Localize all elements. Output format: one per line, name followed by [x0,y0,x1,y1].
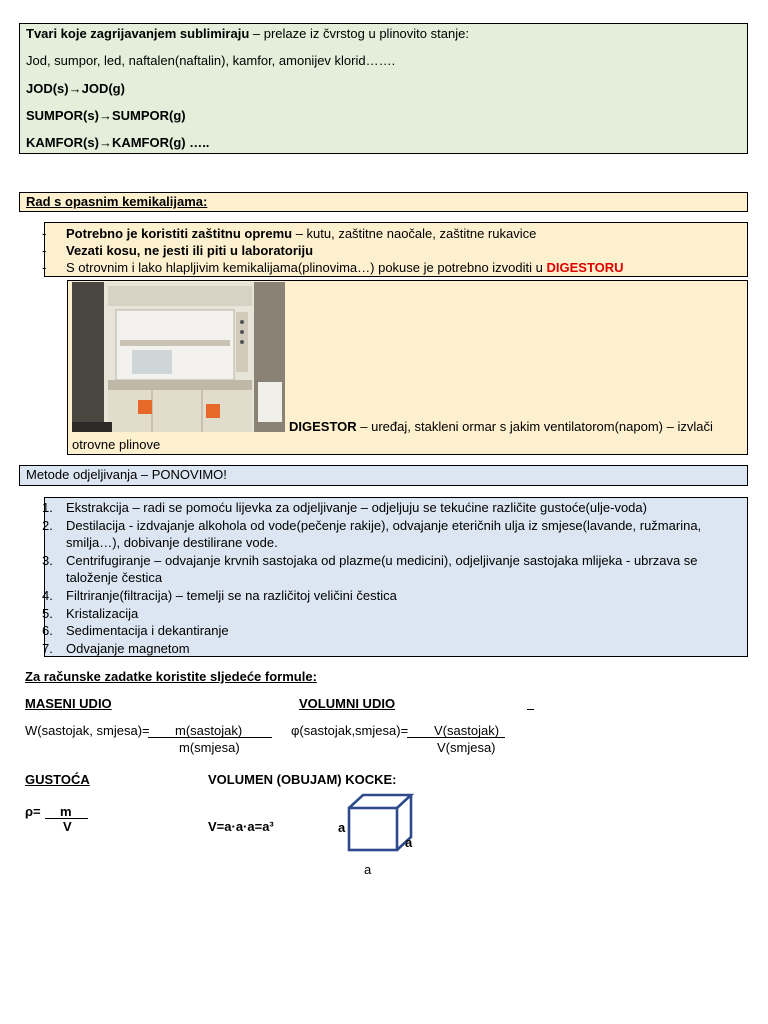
digestor-box [67,280,748,455]
cube-formula: V=a·a·a=a³ [208,819,274,834]
reaction-left: KAMFOR(s) [26,135,99,150]
arrow-icon: → [98,108,112,123]
methods-heading-box [19,465,748,486]
cube-label-bottom: a [364,862,372,877]
volume-formula-numerator: V(sastojak) [434,723,500,738]
sublimation-title-rest: – prelaze iz čvrstog u plinovito stanje: [249,26,469,41]
mass-formula-lhs: W(sastojak, smjesa)= [25,723,150,738]
method-text: Sedimentacija i dekantiranje [66,623,229,639]
arrow-icon: → [68,81,82,96]
density-denominator: V [63,819,72,834]
methods-heading: Metode odjeljivanja – PONOVIMO! [26,467,227,482]
mass-title: MASENI UDIO [25,696,112,711]
method-number: 7. [42,640,53,656]
cube-title: VOLUMEN (OBUJAM) KOCKE: [208,772,397,787]
method-number: 4. [42,587,53,603]
volume-formula-denominator: V(smjesa) [437,740,496,755]
sublimation-title-bold: Tvari koje zagrijavanjem sublimiraju [26,26,250,41]
method-text: Ekstrakcija – radi se pomoću lijevka za odjeljivanje – odjeljuju se tekućine različite gustoće(ulje-voda) [66,500,647,515]
method-item [20,640,747,658]
volume-formula-lhs: φ(sastojak,smjesa)= [291,723,409,738]
reaction-sumpor [26,108,186,124]
mass-formula-numerator: m(sastojak) [175,723,243,738]
method-text: taloženje čestica [66,570,163,586]
hazard-item-bold: Potrebno je koristiti zaštitnu opremu [66,226,293,241]
hazard-item-text: – kutu, zaštitne naočale, zaštitne rukavice [292,226,537,241]
method-item [20,622,747,640]
hazard-item-hair [20,242,747,259]
method-item [20,517,747,552]
method-number: 5. [42,605,53,621]
arrow-icon: → [98,135,112,150]
mass-formula-denominator: m(smjesa) [179,740,240,755]
digestor-description [289,419,713,435]
sublimation-box [19,23,748,154]
hazard-heading-box [19,192,748,212]
density-lhs: ρ= [25,804,41,819]
method-text: Filtriranje(filtracija) – temelji se na različitoj veličini čestica [66,587,397,603]
method-text: Kristalizacija [66,605,139,621]
method-item [20,587,747,605]
volume-title-trailing-underline [527,709,534,710]
method-number: 1. [42,500,53,515]
method-text: Odvajanje magnetom [66,640,190,656]
hazard-list-box [44,222,748,277]
volume-title: VOLUMNI UDIO [299,696,396,711]
hazard-heading: Rad s opasnim kemikalijama: [26,194,208,209]
method-number: 6. [42,623,53,639]
method-item [20,605,747,623]
digestor-term: DIGESTOR [289,419,357,434]
reaction-right: SUMPOR(g) [111,108,186,123]
density-title: GUSTOĆA [25,772,90,787]
sublimation-examples: Jod, sumpor, led, naftalen(naftalin), kamfor, amonijev klorid……. [26,53,396,68]
cube-label-left: a [338,820,346,835]
method-number: 3. [42,552,53,568]
reaction-left: SUMPOR(s) [26,108,99,123]
hazard-item-digestor [20,259,747,276]
digestor-description-2: otrovne plinove [72,437,161,452]
cube-label-right: a [405,835,413,850]
method-text: Destilacija - izdvajanje alkohola od vode(pečenje rakije), odvajanje eteričnih ulja iz smjese(lavande, ružmarina, [66,517,702,533]
sublimation-title [26,26,469,42]
method-text: Centrifugiranje – odvajanje krvnih sastojaka od plazme(u medicini), odjeljivanje sastojaka mlijeka - ubrzava se [66,552,698,568]
reaction-left: JOD(s) [26,81,69,96]
method-item [20,552,747,587]
reaction-kamfor [26,135,209,151]
digestor-highlight: DIGESTORU [546,260,624,275]
reaction-right: JOD(g) [81,81,125,96]
reaction-right: KAMFOR(g) ….. [111,135,210,150]
methods-list [20,499,747,657]
density-numerator: m [60,804,72,819]
method-number: 2. [42,517,53,533]
hazard-item-bold: Vezati kosu, ne jesti ili piti u laboratoriju [66,243,314,258]
formulas-heading: Za računske zadatke koristite sljedeće formule: [25,669,317,684]
digestor-text: – uređaj, stakleni ormar s jakim ventilatorom(napom) – izvlači [356,419,713,434]
cube-diagram [345,792,425,856]
methods-list-box [44,497,748,657]
digestor-photo [72,282,285,432]
method-text: smilja…), dobivanje destilirane vode. [66,535,278,551]
method-item [20,499,747,517]
hazard-item-protection [20,225,747,242]
hazard-item-text: S otrovnim i lako hlapljivim kemikalijama(plinovima…) pokuse je potrebno izvoditi u [66,260,547,275]
reaction-jod [26,81,125,97]
